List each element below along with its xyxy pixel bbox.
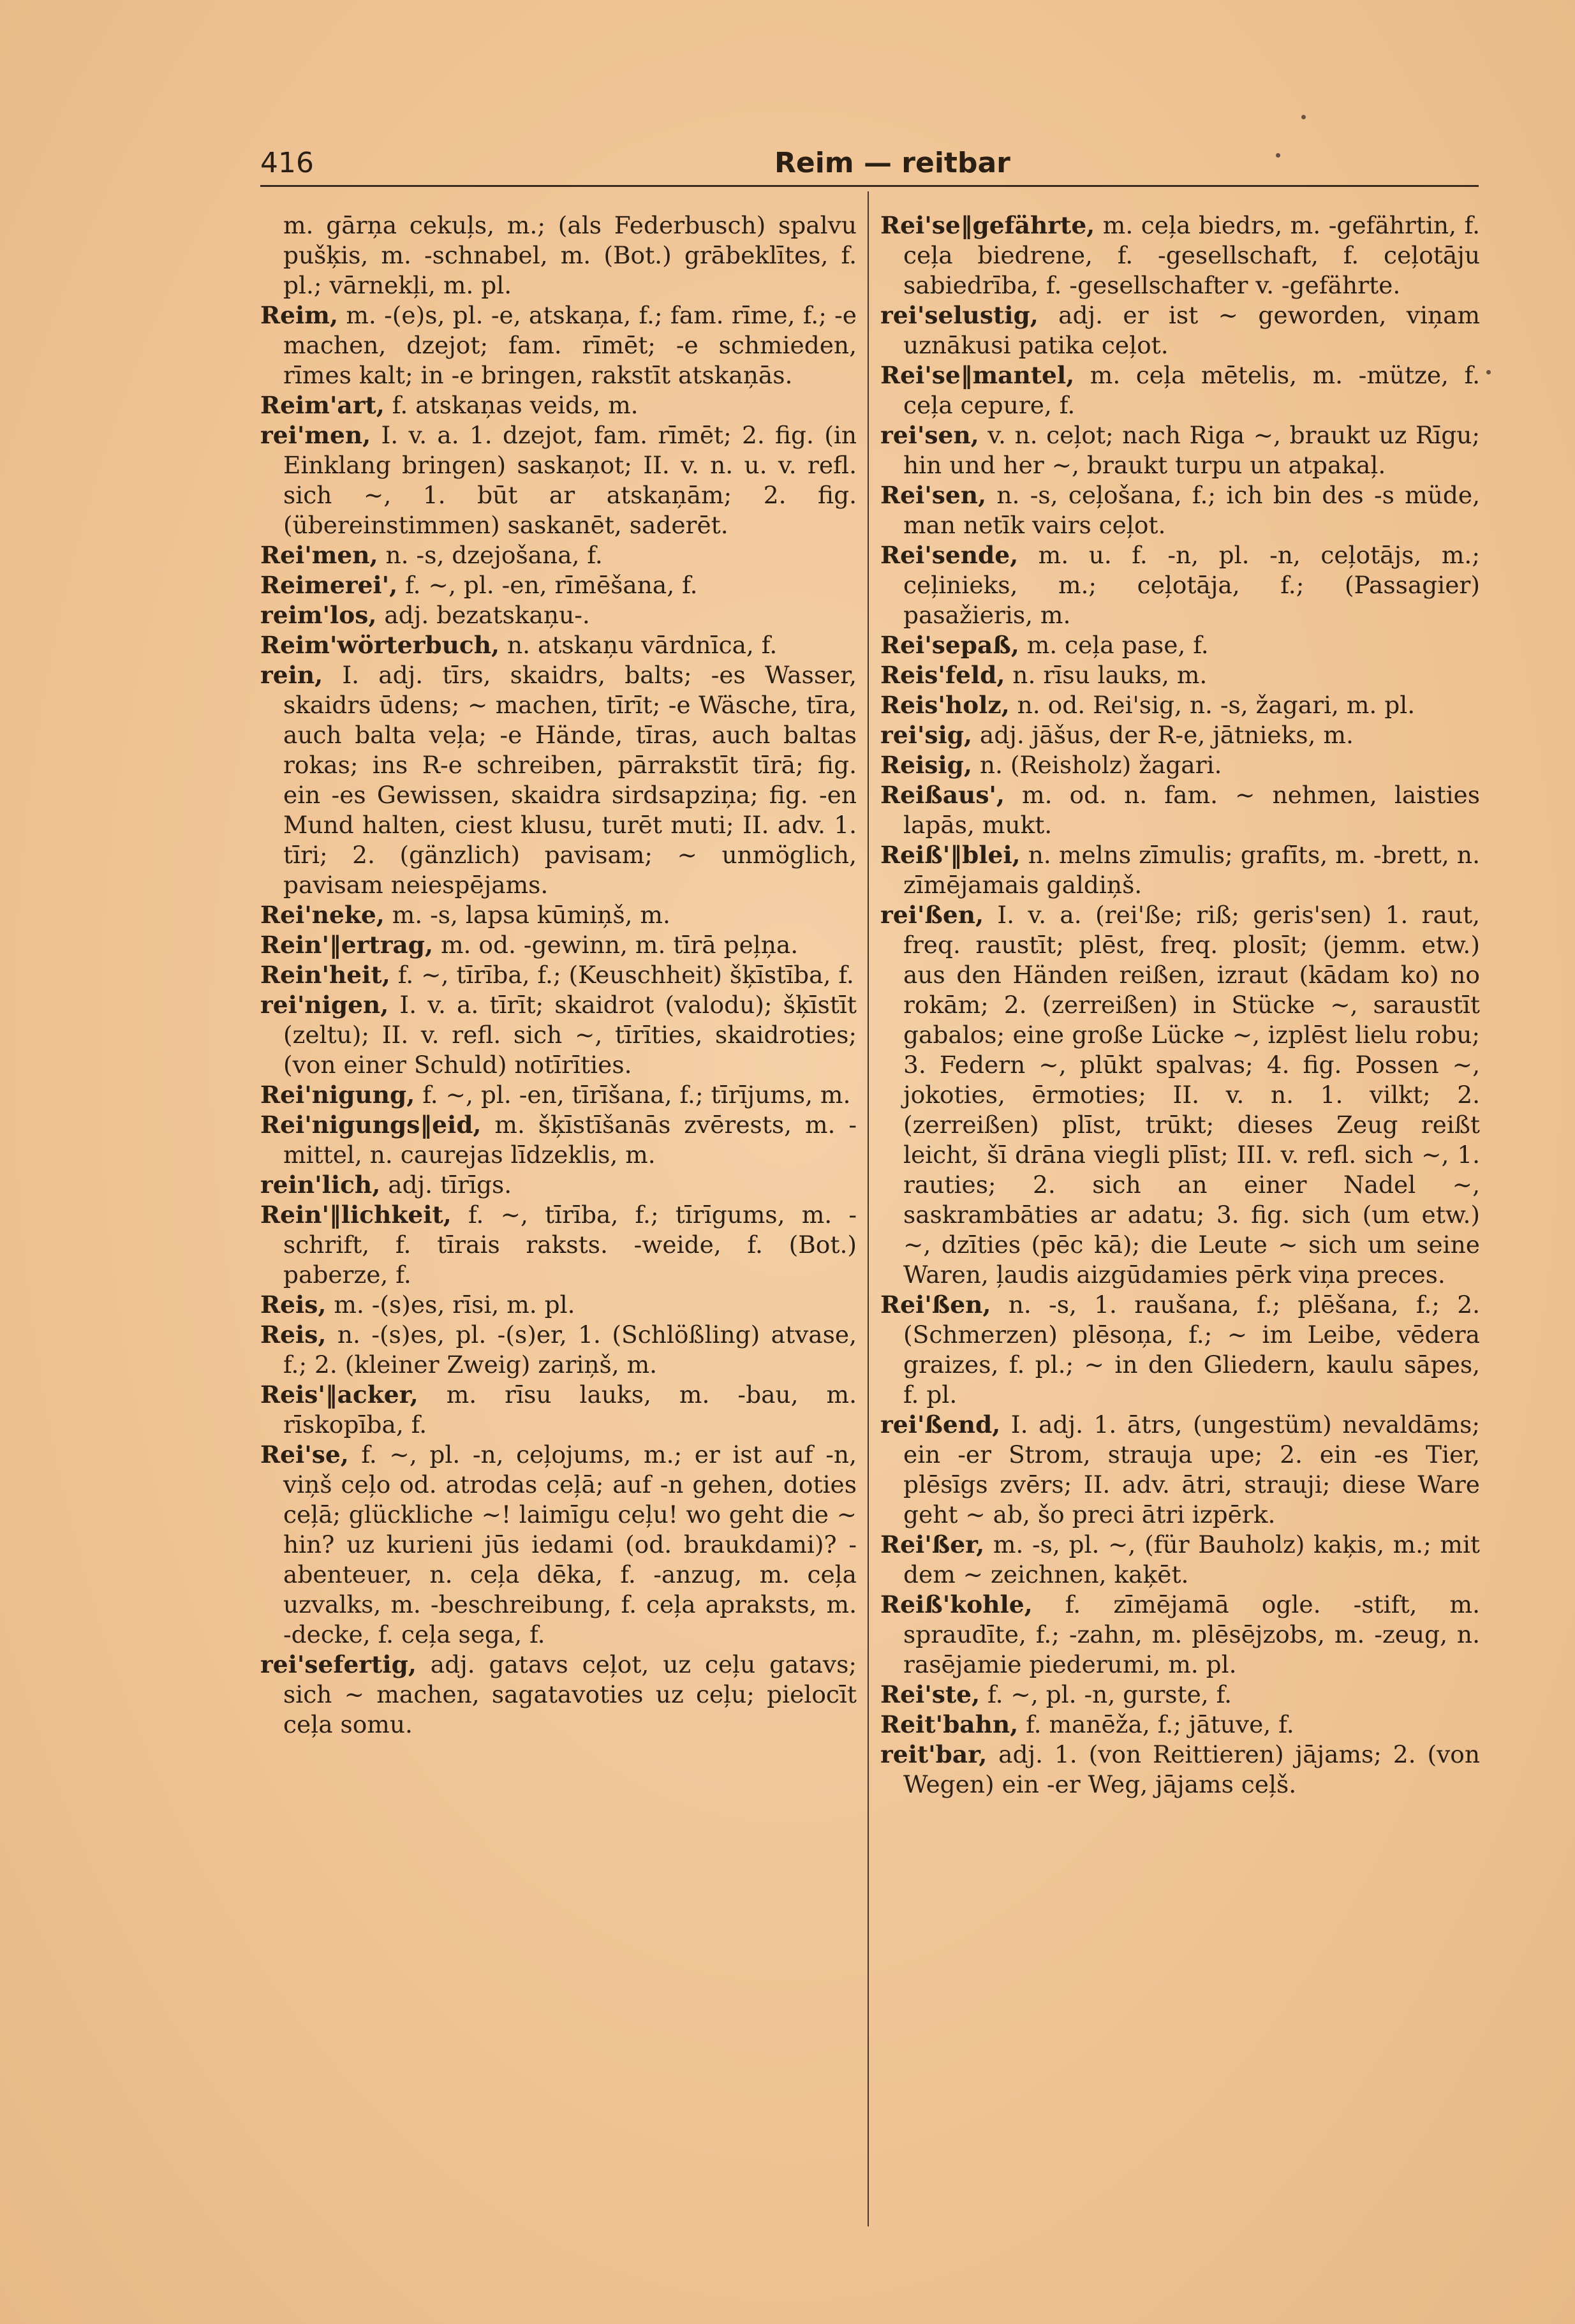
- entry-headword: Rei'se,: [260, 1440, 349, 1469]
- dictionary-entry: [880, 840, 1480, 900]
- dictionary-entry: [260, 1080, 857, 1110]
- entry-definition: n. -(s)es, pl. -(s)er, 1. (Schlößling) atvase, f.; 2. (kleiner Zweig) zariņš, m.: [283, 1321, 857, 1379]
- dictionary-entry: [260, 1290, 857, 1320]
- entry-definition: n. -s, ceļošana, f.; ich bin des -s müde, man netīk vairs ceļot.: [903, 481, 1480, 539]
- entry-definition: adj. bezatskaņu-.: [384, 601, 590, 629]
- entry-definition: f. ~, tīrība, f.; tīrīgums, m. -schrift, f. tīrais raksts. -weide, f. (Bot.) paberze, f.: [283, 1201, 857, 1289]
- entry-definition: m. -s, pl. ~, (für Bauholz) kaķis, m.; mit dem ~ zeichnen, kaķēt.: [903, 1530, 1481, 1588]
- running-title: Reim — reitbar: [774, 147, 1010, 179]
- entry-definition: m. ceļa pase, f.: [1026, 631, 1209, 659]
- entry-headword: rein'lich,: [260, 1171, 381, 1199]
- dictionary-entry: [260, 390, 857, 420]
- dictionary-entry: [880, 1410, 1480, 1530]
- entry-headword: Rein'‖ertrag,: [260, 931, 434, 959]
- entry-definition: m. ceļa biedrs, m. -gefährtin, f. ceļa biedrene, f. -gesellschaft, f. ceļotāju sabiedrība, f. -gesellschafter v. -gefährte.: [903, 211, 1480, 299]
- entry-definition: f. ~, tīrība, f.; (Keuschheit) šķīstība, f.: [397, 961, 854, 989]
- entry-definition: m. -(s)es, rīsi, m. pl.: [334, 1291, 575, 1319]
- entry-definition: n. od. Rei'sig, n. -s, žagari, m. pl.: [1017, 691, 1416, 719]
- dictionary-entry: [880, 1680, 1480, 1710]
- dictionary-entry: [880, 1530, 1480, 1590]
- dictionary-entry: [880, 660, 1480, 690]
- entry-definition: m. -(e)s, pl. -e, atskaņa, f.; fam. rīme, f.; -e machen, dzejot; fam. rīmēt; -e schmieden, rīmes kalt; in -e bringen, rakstīt atskaņās.: [283, 301, 857, 389]
- entry-definition: adj. 1. (von Reittieren) jājams; 2. (von Wegen) ein -er Weg, jājams ceļš.: [903, 1740, 1480, 1798]
- entry-headword: Reißaus',: [880, 781, 1005, 809]
- entry-definition: n. atskaņu vārdnīca, f.: [507, 631, 778, 659]
- entry-headword: Rein'heit,: [260, 961, 390, 989]
- dictionary-entry: [260, 540, 857, 570]
- entry-headword: Reit'bahn,: [880, 1710, 1019, 1738]
- entry-definition: I. adj. 1. ātrs, (ungestüm) nevaldāms; ein -er Strom, strauja upe; 2. ein -es Tier, plēsīgs zvērs; II. adv. ātri, strauji; diese Ware geht ~ ab, šo preci ātri izpērk.: [903, 1410, 1480, 1528]
- entry-headword: rein,: [260, 661, 323, 689]
- dictionary-entry: [880, 540, 1480, 630]
- dictionary-entry: [260, 211, 857, 300]
- entry-headword: Rei'ßer,: [880, 1530, 985, 1558]
- dictionary-entry: [880, 360, 1480, 420]
- entry-headword: Reisig,: [880, 751, 972, 779]
- entry-headword: rei'ßen,: [880, 901, 984, 929]
- entry-headword: reim'los,: [260, 601, 377, 629]
- entry-headword: Rei'neke,: [260, 901, 385, 929]
- speck: [1486, 370, 1491, 374]
- entry-definition: f. ~, pl. -n, gurste, f.: [987, 1680, 1232, 1708]
- entry-headword: Rei'men,: [260, 541, 378, 569]
- entry-headword: Rei'se‖gefährte,: [880, 211, 1095, 239]
- entry-definition: m. -s, lapsa kūmiņš, m.: [392, 901, 670, 929]
- entry-headword: rei'sen,: [880, 421, 979, 449]
- entry-definition: adj. tīrīgs.: [388, 1171, 512, 1199]
- entry-definition: m. u. f. -n, pl. -n, ceļotājs, m.; ceļinieks, m.; ceļotāja, f.; (Passagier) pasažieris, m.: [903, 541, 1480, 629]
- entry-headword: Rei'sen,: [880, 481, 987, 509]
- left-column: [260, 211, 857, 1740]
- entry-headword: Rei'se‖mantel,: [880, 361, 1075, 389]
- entry-headword: Reim'art,: [260, 391, 385, 419]
- dictionary-entry: [260, 1200, 857, 1290]
- dictionary-entry: [880, 690, 1480, 720]
- entry-definition: adj. gatavs ceļot, uz ceļu gatavs; sich ~ machen, sagatavoties uz ceļu; pielocīt ceļa somu.: [283, 1650, 857, 1738]
- entry-headword: Rei'nigungs‖eid,: [260, 1111, 482, 1139]
- dictionary-entry: [260, 300, 857, 390]
- speck: [1301, 115, 1306, 119]
- dictionary-entry: [260, 630, 857, 660]
- dictionary-entry: [880, 720, 1480, 750]
- entry-definition: f. zīmējamā ogle. -stift, m. spraudīte, f.; -zahn, m. plēsējzobs, m. -zeug, n. rasējamie piederumi, m. pl.: [903, 1590, 1481, 1678]
- entry-headword: rei'selustig,: [880, 301, 1039, 329]
- entry-headword: Reis,: [260, 1321, 327, 1349]
- entry-definition: f. manēža, f.; jātuve, f.: [1026, 1710, 1294, 1738]
- entry-definition: m. od. -gewinn, m. tīrā peļņa.: [440, 931, 799, 959]
- dictionary-entry: [880, 900, 1480, 1290]
- entry-headword: Rei'nigung,: [260, 1081, 415, 1109]
- entry-headword: Rein'‖lichkeit,: [260, 1201, 452, 1229]
- entry-definition: I. adj. tīrs, skaidrs, balts; -es Wasser, skaidrs ūdens; ~ machen, tīrīt; -e Wäsche, tīra, auch balta veļa; -e Hände, tīras, auch baltas rokas; ins R-e schreiben, pārrakstīt tīrā; fig. ein -es Gewissen, skaidra sirdsapziņa; fig. -en Mund halten, ciest klusu, turēt muti; II. adv. 1. tīri; 2. (gänzlich) pavisam; ~ unmöglich, pavisam neiespējams.: [283, 661, 857, 899]
- dictionary-entry: [260, 1320, 857, 1380]
- speck: [1276, 153, 1280, 158]
- entry-headword: rei'men,: [260, 421, 371, 449]
- entry-definition: adj. jāšus, der R-e, jātnieks, m.: [979, 721, 1354, 749]
- dictionary-entry: [260, 1380, 857, 1440]
- dictionary-entry: [880, 1290, 1480, 1410]
- entry-definition: I. v. a. tīrīt; skaidrot (valodu); šķīstīt (zeltu); II. v. refl. sich ~, tīrīties, skaidroties; (von einer Schuld) notīrīties.: [283, 991, 857, 1079]
- entry-headword: reit'bar,: [880, 1740, 987, 1768]
- right-column: [880, 211, 1480, 1800]
- page-number: 416: [260, 147, 314, 179]
- entry-headword: Reimerei',: [260, 571, 398, 599]
- entry-definition: m. gārņa cekuļs, m.; (als Federbusch) spalvu pušķis, m. -schnabel, m. (Bot.) grābeklītes, f. pl.; vārnekļi, m. pl.: [283, 211, 857, 299]
- entry-definition: m. šķīstīšanās zvērests, m. -mittel, n. caurejas līdzeklis, m.: [283, 1111, 857, 1169]
- entry-headword: Reim,: [260, 301, 339, 329]
- dictionary-entry: [260, 1110, 857, 1170]
- entry-definition: n. melns zīmulis; grafīts, m. -brett, n. zīmējamais galdiņš.: [903, 841, 1480, 899]
- entry-headword: rei'ßend,: [880, 1410, 1001, 1439]
- dictionary-entry: [260, 900, 857, 930]
- entry-definition: f. ~, pl. -en, tīrīšana, f.; tīrījums, m.: [422, 1081, 851, 1109]
- entry-definition: n. rīsu lauks, m.: [1012, 661, 1208, 689]
- dictionary-entry: [260, 420, 857, 540]
- entry-definition: f. ~, pl. -n, ceļojums, m.; er ist auf -n, viņš ceļo od. atrodas ceļā; auf -n gehen, doties ceļā; glückliche ~! laimīgu ceļu! wo geht die ~ hin? uz kurieni jūs iedami (od. braukdami)? -abenteuer, n. ceļa dēka, f. -anzug, m. ceļa uzvalks, m. -beschreibung, f. ceļa apraksts, m. -decke, f. ceļa sega, f.: [283, 1440, 857, 1648]
- dictionary-entry: [880, 480, 1480, 540]
- entry-headword: Rei'ste,: [880, 1680, 980, 1708]
- entry-definition: I. v. a. 1. dzejot, fam. rīmēt; 2. fig. (in Einklang bringen) saskaņot; II. v. n. u. v. refl. sich ~, 1. būt ar atskaņām; 2. fig. (übereinstimmen) saskanēt, saderēt.: [283, 421, 857, 539]
- entry-headword: Reis,: [260, 1291, 327, 1319]
- dictionary-entry: [260, 570, 857, 600]
- entry-definition: n. -s, 1. raušana, f.; plēšana, f.; 2. (Schmerzen) plēsoņa, f.; ~ im Leibe, vēdera graizes, f. pl.; ~ in den Gliedern, kaulu sāpes, f. pl.: [903, 1291, 1480, 1409]
- dictionary-entry: [880, 420, 1480, 480]
- entry-headword: Reis'‖acker,: [260, 1380, 418, 1409]
- dictionary-entry: [260, 1650, 857, 1740]
- dictionary-entry: [260, 930, 857, 960]
- entry-definition: f. atskaņas veids, m.: [392, 391, 639, 419]
- entry-definition: m. od. n. fam. ~ nehmen, laisties lapās, mukt.: [903, 781, 1480, 839]
- entry-headword: rei'sefertig,: [260, 1650, 417, 1678]
- dictionary-entry: [260, 990, 857, 1080]
- entry-headword: Reim'wörterbuch,: [260, 631, 500, 659]
- header-rule: [260, 185, 1479, 187]
- entry-definition: n. -s, dzejošana, f.: [385, 541, 603, 569]
- entry-definition: m. ceļa mētelis, m. -mütze, f. ceļa cepure, f.: [903, 361, 1480, 419]
- dictionary-entry: [880, 1740, 1480, 1800]
- dictionary-entry: [880, 630, 1480, 660]
- dictionary-entry: [880, 211, 1480, 300]
- dictionary-entry: [260, 960, 857, 990]
- entry-definition: I. v. a. (rei'ße; riß; geris'sen) 1. raut, freq. raustīt; plēst, freq. plosīt; (jemm. etw.) aus den Händen reißen, izraut (kādam ko) no rokām; 2. (zerreißen) in Stücke ~, saraustīt gabalos; eine große Lücke ~, izplēst lielu robu; 3. Federn ~, plūkt spalvas; 4. fig. Possen ~, jokoties, ērmoties; II. v. n. 1. vilkt; 2. (zerreißen) plīst, trūkt; dieses Zeug reißt leicht, šī drāna viegli plīst; III. v. refl. sich ~, 1. rauties; 2. sich an einer Nadel ~, saskrambāties ar adatu; 3. fig. sich (um etw.) ~, dzīties (pēc kā); die Leute ~ sich um seine Waren, ļaudis aizgūdamies pērk viņa preces.: [903, 901, 1481, 1289]
- entry-definition: f. ~, pl. -en, rīmēšana, f.: [405, 571, 698, 599]
- dictionary-entry: [880, 300, 1480, 360]
- column-divider: [868, 191, 869, 2226]
- entry-headword: Rei'sepaß,: [880, 631, 1019, 659]
- entry-headword: Rei'ßen,: [880, 1291, 991, 1319]
- entry-headword: Rei'sende,: [880, 541, 1019, 569]
- dictionary-entry: [260, 600, 857, 630]
- entry-headword: rei'sig,: [880, 721, 972, 749]
- entry-headword: Reis'holz,: [880, 691, 1010, 719]
- dictionary-entry: [260, 660, 857, 900]
- entry-definition: v. n. ceļot; nach Riga ~, braukt uz Rīgu; hin und her ~, braukt turpu un atpakaļ.: [903, 421, 1480, 479]
- entry-headword: rei'nigen,: [260, 991, 389, 1019]
- entry-headword: Reiß'kohle,: [880, 1590, 1033, 1618]
- entry-definition: n. (Reisholz) žagari.: [979, 751, 1222, 779]
- dictionary-entry: [260, 1440, 857, 1650]
- dictionary-entry: [880, 750, 1480, 780]
- dictionary-entry: [260, 1170, 857, 1200]
- dictionary-entry: [880, 1590, 1480, 1680]
- entry-definition: m. rīsu lauks, m. -bau, m. rīskopība, f.: [283, 1380, 857, 1439]
- dictionary-entry: [880, 1710, 1480, 1740]
- dictionary-entry: [880, 780, 1480, 840]
- entry-headword: Reis'feld,: [880, 661, 1005, 689]
- entry-definition: adj. er ist ~ geworden, viņam uznākusi patika ceļot.: [903, 301, 1480, 359]
- entry-headword: Reiß'‖blei,: [880, 841, 1021, 869]
